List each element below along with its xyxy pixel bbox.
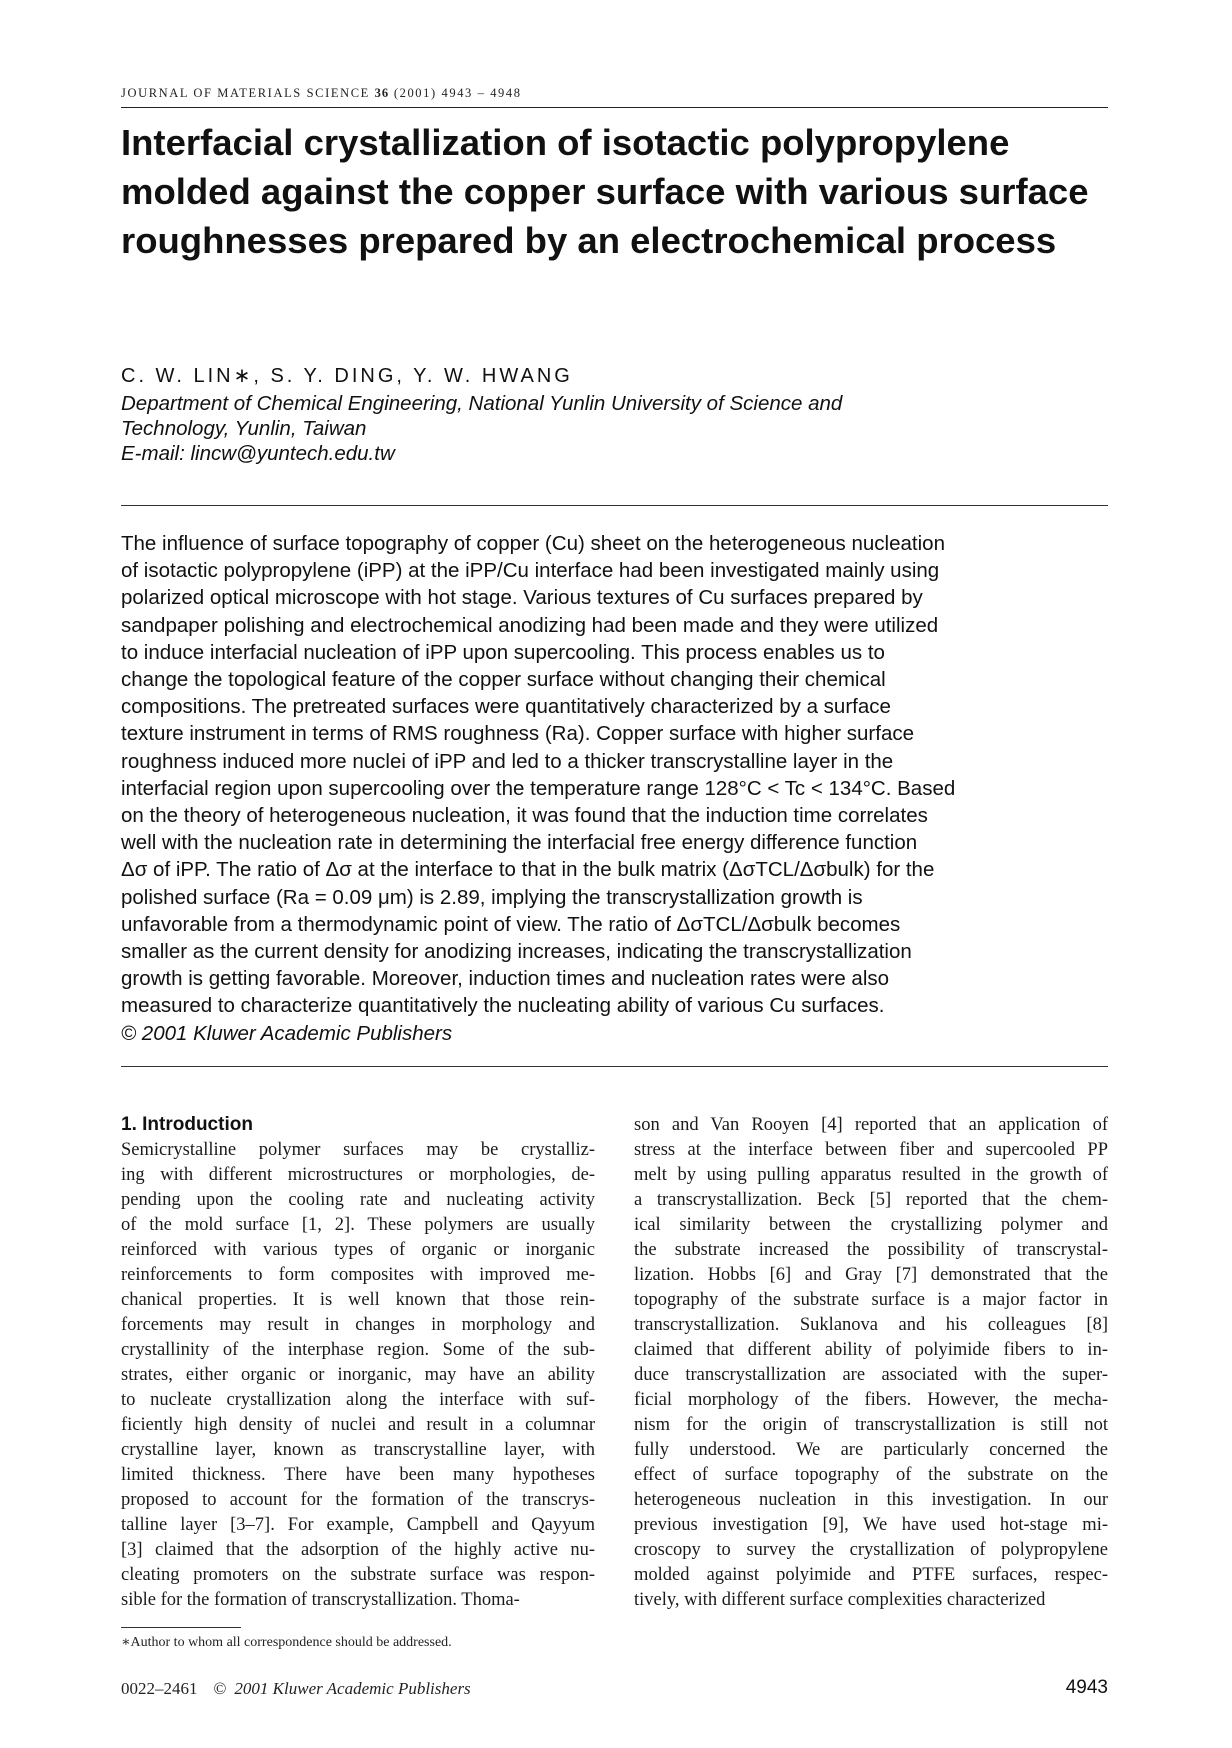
text-line: limited thickness. There have been many hypotheses — [121, 1465, 595, 1485]
text-line: duce transcrystallization are associated with the super- — [634, 1365, 1108, 1385]
author-email: E-mail: lincw@yuntech.edu.tw — [121, 442, 395, 465]
text-line: pending upon the cooling rate and nucleating activity — [121, 1190, 595, 1210]
abstract — [121, 530, 1111, 1047]
text-line: the substrate increased the possibility of transcrystal- — [634, 1240, 1108, 1260]
text-line: ical similarity between the crystallizing polymer and — [634, 1215, 1108, 1235]
abstract-line: The influence of surface topography of copper (Cu) sheet on the heterogeneous nucleation — [121, 532, 945, 555]
text-line: fully understood. We are particularly concerned the — [634, 1440, 1108, 1460]
text-line: topography of the substrate surface is a major factor in — [634, 1290, 1108, 1310]
footer-citation — [121, 1679, 471, 1699]
text-line: tively, with different surface complexities characterized — [634, 1590, 1046, 1610]
journal-volume: 36 — [374, 86, 390, 100]
abstract-line: measured to characterize quantitatively the nucleating ability of various Cu surfaces. — [121, 994, 885, 1018]
text-line: previous investigation [9], We have used hot-stage mi- — [634, 1515, 1108, 1535]
abstract-line: to induce interfacial nucleation of iPP upon supercooling. This process enables us to — [121, 640, 885, 664]
page-number: 4943 — [1065, 1677, 1108, 1698]
journal-name: JOURNAL OF MATERIALS SCIENCE — [121, 86, 370, 100]
abstract-line: growth is getting favorable. Moreover, induction times and nucleation rates were also — [121, 967, 890, 991]
text-line: proposed to account for the formation of the transcrys- — [121, 1490, 595, 1510]
journal-year-pages: (2001) 4943 – 4948 — [393, 86, 522, 100]
footer-publisher: 2001 Kluwer Academic Publishers — [234, 1679, 471, 1698]
text-line: ficial morphology of the fibers. However, the mecha- — [634, 1390, 1108, 1410]
text-line: crystallinity of the interphase region. Some of the sub- — [121, 1340, 595, 1360]
text-line: strates, either organic or inorganic, may have an ability — [121, 1365, 595, 1385]
abstract-line: unfavorable from a thermodynamic point of view. The ratio of ΔσTCL/Δσbulk becomes — [121, 912, 901, 936]
text-line: cleating promoters on the substrate surface was respon- — [121, 1565, 595, 1585]
right-column-text — [634, 1113, 1108, 1613]
text-line: to nucleate crystallization along the interface with suf- — [121, 1390, 595, 1410]
text-line: effect of surface topography of the substrate on the — [634, 1465, 1108, 1485]
text-line: ficiently high density of nuclei and result in a columnar — [121, 1415, 595, 1435]
abstract-line: compositions. The pretreated surfaces were quantitatively characterized by a surface — [121, 695, 891, 719]
abstract-line: smaller as the current density for anodizing increases, indicating the transcrystallization — [121, 940, 912, 964]
footnote: ∗Author to whom all correspondence should be addressed. — [121, 1635, 452, 1650]
text-line: lization. Hobbs [6] and Gray [7] demonstrated that the — [634, 1265, 1108, 1285]
text-line: of the mold surface [1, 2]. These polymers are usually — [121, 1215, 595, 1235]
abstract-line: on the theory of heterogeneous nucleation, it was found that the induction time correlates — [121, 804, 928, 828]
abstract-line: sandpaper polishing and electrochemical anodizing had been made and they were utilized — [121, 613, 939, 637]
text-line: croscopy to survey the crystallization of polypropylene — [634, 1540, 1108, 1560]
footnote-divider — [121, 1627, 241, 1628]
text-line: talline layer [3–7]. For example, Campbell and Qayyum — [121, 1515, 595, 1535]
abstract-bottom-divider — [121, 1066, 1108, 1067]
text-line: nism for the origin of transcrystallization is still not — [634, 1415, 1108, 1435]
abstract-line: polished surface (Ra = 0.09 μm) is 2.89, implying the transcrystallization growth is — [121, 885, 863, 909]
text-line: Semicrystalline polymer surfaces may be crystalliz- — [121, 1140, 595, 1160]
text-line: chanical properties. It is well known that those rein- — [121, 1290, 595, 1310]
abstract-copyright: © 2001 Kluwer Academic Publishers — [121, 1021, 453, 1045]
copyright-symbol: © — [213, 1679, 227, 1698]
abstract-top-divider — [121, 505, 1108, 506]
journal-header — [121, 86, 1108, 108]
abstract-line: of isotactic polypropylene (iPP) at the iPP/Cu interface had been investigated mainly using — [121, 559, 940, 583]
abstract-line: interfacial region upon supercooling over the temperature range 128°C < Tc < 134°C. Based — [121, 776, 956, 800]
text-line: reinforcements to form composites with improved me- — [121, 1265, 595, 1285]
abstract-line: well with the nucleation rate in determining the interfacial free energy difference function — [121, 831, 918, 855]
left-column-text — [121, 1138, 595, 1613]
abstract-line: texture instrument in terms of RMS roughness (Ra). Copper surface with higher surface — [121, 722, 914, 746]
abstract-line: Δσ of iPP. The ratio of Δσ at the interface to that in the bulk matrix (ΔσTCL/Δσbulk) for the — [121, 858, 935, 882]
author-list: C. W. LIN∗, S. Y. DING, Y. W. HWANG — [121, 365, 573, 387]
abstract-line: polarized optical microscope with hot stage. Various textures of Cu surfaces prepared by — [121, 586, 923, 610]
text-line: crystalline layer, known as transcrystalline layer, with — [121, 1440, 595, 1460]
text-line: ing with different microstructures or morphologies, de- — [121, 1165, 595, 1185]
text-line: molded against polyimide and PTFE surfaces, respec- — [634, 1565, 1108, 1585]
text-line: reinforced with various types of organic or inorganic — [121, 1240, 595, 1260]
text-line: claimed that different ability of polyimide fibers to in- — [634, 1340, 1108, 1360]
abstract-body — [121, 530, 1111, 1020]
text-line: melt by using pulling apparatus resulted in the growth of — [634, 1165, 1108, 1185]
text-line: heterogeneous nucleation in this investigation. In our — [634, 1490, 1108, 1510]
affiliation — [121, 391, 1111, 466]
section-heading-introduction: 1. Introduction — [121, 1114, 253, 1135]
abstract-line: change the topological feature of the copper surface without changing their chemical — [121, 668, 886, 692]
paper-title: Interfacial crystallization of isotactic polypropylene molded against the copper surface with various surface roughnesses prepared by an electrochemical process — [121, 122, 1089, 261]
text-line: [3] claimed that the adsorption of the highly active nu- — [121, 1540, 595, 1560]
text-line: a transcrystallization. Beck [5] reported that the chem- — [634, 1190, 1108, 1210]
text-line: stress at the interface between fiber and supercooled PP — [634, 1140, 1108, 1160]
affiliation-line: Technology, Yunlin, Taiwan — [121, 417, 367, 440]
text-line: transcrystallization. Suklanova and his colleagues [8] — [634, 1315, 1108, 1335]
text-line: sible for the formation of transcrystallization. Thoma- — [121, 1590, 520, 1610]
abstract-line: roughness induced more nuclei of iPP and led to a thicker transcrystalline layer in the — [121, 749, 894, 773]
text-line: son and Van Rooyen [4] reported that an application of — [634, 1115, 1108, 1135]
affiliation-line: Department of Chemical Engineering, National Yunlin University of Science and — [121, 392, 843, 415]
text-line: forcements may result in changes in morphology and — [121, 1315, 595, 1335]
issn: 0022–2461 — [121, 1679, 198, 1698]
